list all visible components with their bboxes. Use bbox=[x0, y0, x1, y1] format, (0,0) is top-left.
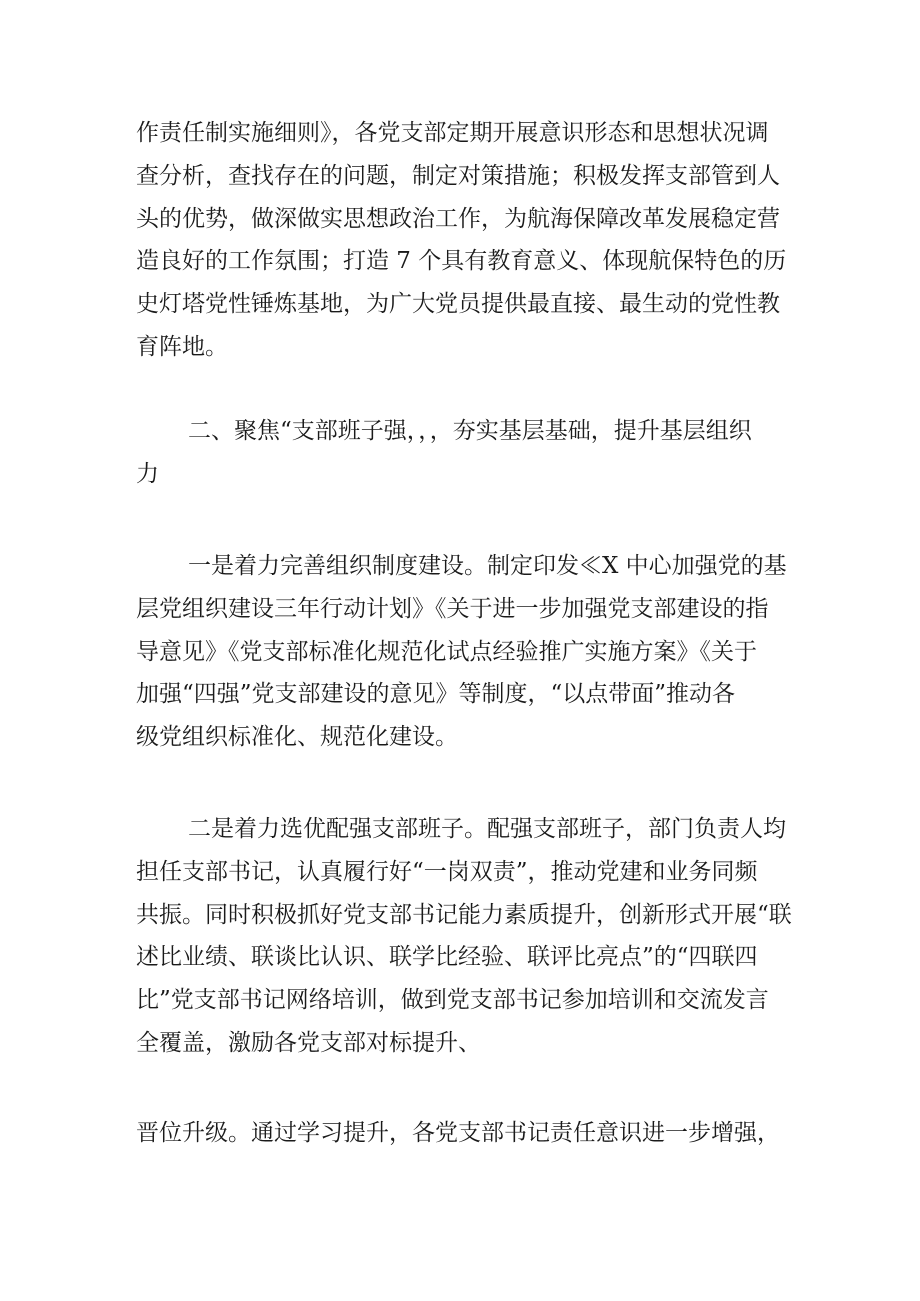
text-line: 级党组织标准化、规范化建设。 bbox=[136, 724, 458, 751]
text-line: 作责任制实施细则》，各党支部定期开展意识形态和思想状况调 bbox=[136, 120, 769, 146]
text-line: 造良好的工作氛围；打造 7 个具有教育意义、体现航保特色的历 bbox=[136, 248, 787, 275]
heading-text: 二、聚焦“支部班子强，，，夯实基层基础，提升基层组织 bbox=[188, 418, 752, 444]
text-line: 育阵地。 bbox=[136, 333, 228, 360]
text-line: 全覆盖，激励各党支部对标提升、 bbox=[136, 1029, 481, 1056]
text-line: 史灯塔党性锤炼基地，为广大党员提供最直接、最生动的党性教 bbox=[136, 291, 780, 318]
heading-line bbox=[136, 410, 796, 453]
paragraph-ideology-continuation bbox=[136, 112, 796, 369]
text-line: 层党组织建设三年行动计划》《关于进一步加强党支部建设的指 bbox=[136, 595, 769, 622]
heading-line: 力 bbox=[136, 460, 159, 487]
text-line: 查分析，查找存在的问题，制定对策措施；积极发挥支部管到人 bbox=[136, 162, 780, 189]
text-line: 晋位升级。通过学习提升，各党支部书记责任意识进一步增强， bbox=[136, 1120, 780, 1146]
text-line: 加强“四强”党支部建设的意见》等制度，“以点带面”推动各 bbox=[136, 681, 736, 708]
text-line-content: 一是着力完善组织制度建设。制定印发≪X 中心加强党的基 bbox=[188, 553, 787, 579]
paragraph-branch-leadership bbox=[136, 808, 796, 1065]
text-line: 共振。同时积极抓好党支部书记能力素质提升，创新形式开展“联 bbox=[136, 901, 792, 928]
text-line bbox=[136, 808, 796, 851]
text-line: 比”党支部书记网络培训，做到党支部书记参加培训和交流发言 bbox=[136, 987, 769, 1014]
text-line: 头的优势，做深做实思想政治工作，为航海保障改革发展稳定营 bbox=[136, 205, 780, 232]
text-line: 导意见》《党支部标准化规范化试点经验推广实施方案》《关于 bbox=[136, 638, 757, 665]
text-line: 担任支部书记，认真履行好“一岗双责”，推动党建和业务同频 bbox=[136, 858, 758, 885]
text-line-content: 二是着力选优配强支部班子。配强支部班子，部门负责人均 bbox=[188, 816, 786, 842]
paragraph-upgrade-continuation bbox=[136, 1112, 796, 1155]
text-line: 述比业绩、联谈比认识、联学比经验、联评比亮点”的“四联四 bbox=[136, 944, 758, 971]
paragraph-organization-system bbox=[136, 545, 796, 759]
section-heading-two bbox=[136, 410, 796, 496]
text-line bbox=[136, 545, 796, 588]
